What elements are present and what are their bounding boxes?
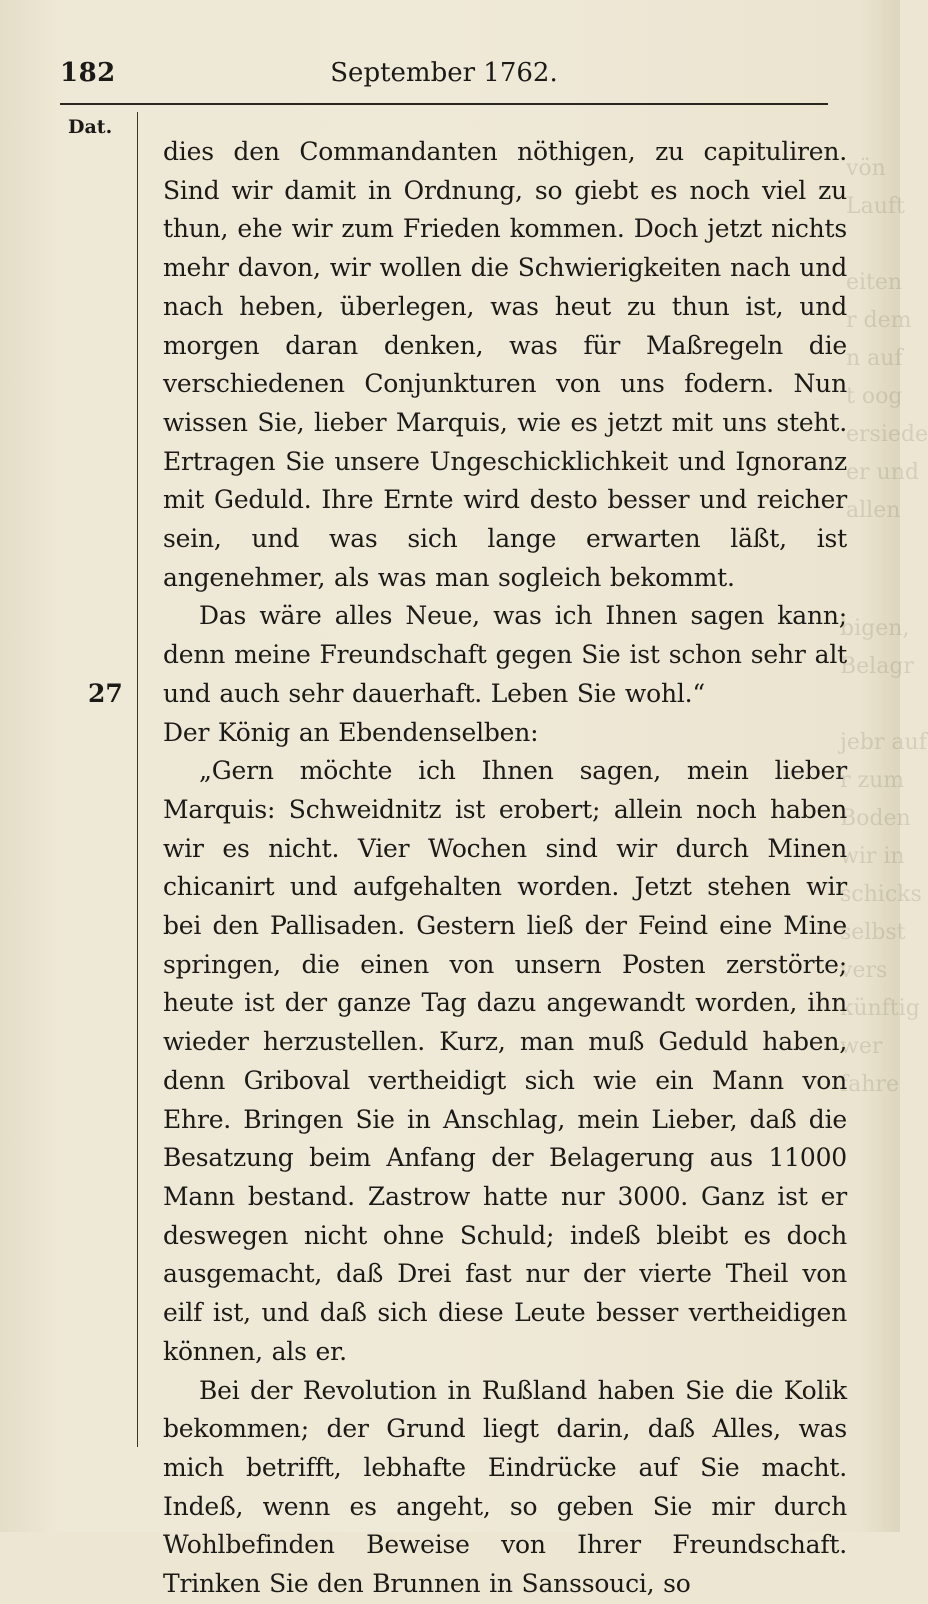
paragraph: Das wäre alles Neue, was ich Ihnen sagen kann; denn meine Freundschaft gegen Sie ist schon sehr alt und auch sehr dauerhaft. Leben Sie wohl.“ bbox=[163, 601, 847, 708]
margin-date-mark: 27 bbox=[88, 679, 123, 708]
header-rule bbox=[60, 103, 828, 105]
paragraph: Bei der Revolution in Rußland haben Sie die Kolik bekommen; der Grund liegt darin, daß Alles, was mich betrifft, lebhafte Eindrücke auf Sie macht. Indeß, wenn es angeht, so geben Sie mir durch Wohlbefinden Beweise von Ihrer Freundschaft. Trinken Sie den Brunnen in Sanssouci, so bbox=[163, 1375, 847, 1599]
page-header bbox=[60, 52, 828, 100]
page-number: 182 bbox=[60, 58, 116, 88]
margin-column-heading: Dat. bbox=[68, 116, 113, 138]
bleed-through-text-right-lower: bigen, Belagr jebr auf r zum Boden wir in schicks selbst vers künftig wer fahre bbox=[840, 616, 927, 1097]
running-title: September 1762. bbox=[330, 58, 558, 88]
margin-column-rule bbox=[137, 112, 138, 1447]
letter-heading: Der König an Ebendenselben: bbox=[163, 717, 539, 747]
main-text bbox=[163, 133, 847, 1604]
bleed-through-text-right: vön Lauft eiten r dem n auf t oog ersiede er und allen bbox=[846, 156, 928, 523]
paragraph-continued: dies den Commandanten nöthigen, zu capituliren. Sind wir damit in Ordnung, so giebt es noch viel zu thun, ehe wir zum Frieden kommen. Doch jetzt nichts mehr davon, wir wollen die Schwierigkeiten nach und nach heben, überlegen, was heut zu thun ist, und morgen daran denken, was für Maßregeln die verschiedenen Conjunkturen von uns fodern. Nun wissen Sie, lieber Marquis, wie es jetzt mit uns steht. Ertragen Sie unsere Ungeschicklichkeit und Ignoranz mit Geduld. Ihre Ernte wird desto besser und reicher sein, und was sich lange erwarten läßt, ist angenehmer, als was man sogleich bekommt. bbox=[163, 137, 847, 592]
paragraph: „Gern möchte ich Ihnen sagen, mein lieber Marquis: Schweidnitz ist erobert; allein noch haben wir es nicht. Vier Wochen sind wir durch Minen chicanirt und aufgehalten worden. Jetzt stehen wir bei den Pallisaden. Gestern ließ der Feind eine Mine springen, die einen von unsern Posten zerstörte; heute ist der ganze Tag dazu angewandt worden, ihn wieder herzustellen. Kurz, man muß Geduld haben, denn Griboval vertheidigt sich wie ein Mann von Ehre. Bringen Sie in Anschlag, mein Lieber, daß die Besatzung beim Anfang der Belagerung aus 11000 Mann bestand. Zastrow hatte nur 3000. Ganz ist er deswegen nicht ohne Schuld; indeß bleibt es doch ausgemacht, daß Drei fast nur der vierte Theil von eilf ist, und daß sich diese Leute besser vertheidigen können, als er. bbox=[163, 756, 847, 1366]
